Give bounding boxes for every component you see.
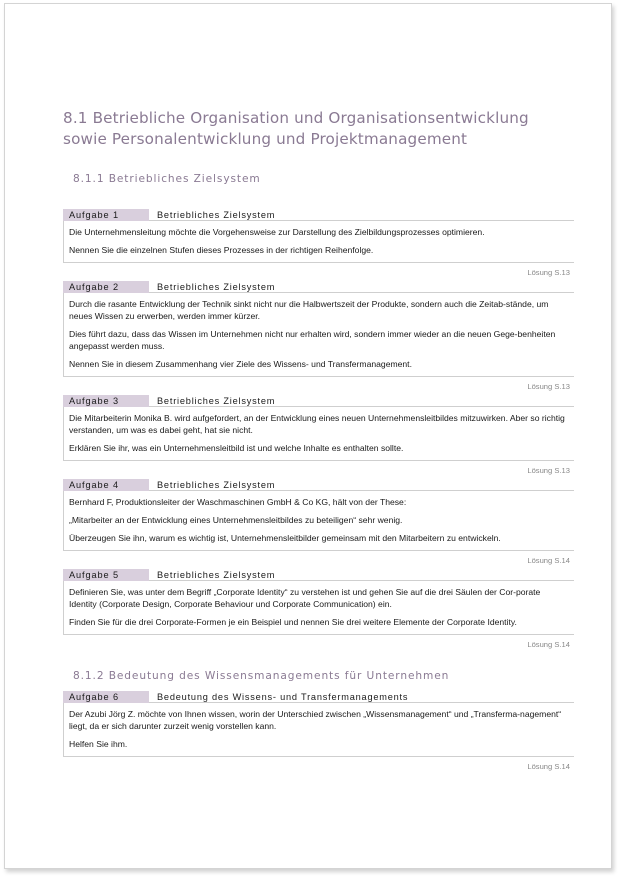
solution-reference: Lösung S.14 bbox=[527, 762, 570, 771]
task-body bbox=[63, 407, 574, 461]
task-paragraph: Helfen Sie ihm. bbox=[69, 739, 128, 749]
solution-reference: Lösung S.13 bbox=[527, 466, 570, 475]
task-paragraph: Nennen Sie in diesem Zusammenhang vier Ziele des Wissens- und Transfermanagement. bbox=[69, 359, 412, 369]
solution-reference: Lösung S.14 bbox=[527, 640, 570, 649]
page-content bbox=[63, 108, 574, 775]
task-body bbox=[63, 491, 574, 551]
task-3 bbox=[63, 395, 574, 475]
task-paragraph: Der Azubi Jörg Z. möchte von Ihnen wissen, worin der Unterschied zwischen „Wissensmanagement“ und „Transferma-nagement“ liegt, da er sich darunter zurzeit wenig vorstellen kann. bbox=[69, 709, 562, 731]
task-4 bbox=[63, 479, 574, 565]
section-title: 8.1.2 Bedeutung des Wissensmanagements für Unternehmen bbox=[73, 670, 450, 682]
spacer bbox=[63, 682, 574, 691]
task-paragraph: Die Unternehmensleitung möchte die Vorgehensweise zur Darstellung des Zielbildungsprozesses optimieren. bbox=[69, 227, 485, 237]
task-topic: Betriebliches Zielsystem bbox=[149, 479, 574, 491]
task-header bbox=[63, 479, 574, 491]
spacer bbox=[63, 185, 574, 209]
task-paragraph: Definieren Sie, was unter dem Begriff „Corporate Identity“ zu verstehen ist und gehen Sie auf die drei Säulen der Cor-porate Identity (Corporate Design, Corporate Behaviour und Corporate Communication) ein. bbox=[69, 587, 541, 609]
task-topic: Betriebliches Zielsystem bbox=[149, 569, 574, 581]
task-header bbox=[63, 395, 574, 407]
task-number: Aufgabe 5 bbox=[63, 569, 149, 581]
task-paragraph: Dies führt dazu, dass das Wissen im Unternehmen nicht nur erhalten wird, sondern immer wieder an die neuen Gege-benheiten angepasst werden muss. bbox=[69, 329, 556, 351]
task-number: Aufgabe 2 bbox=[63, 281, 149, 293]
task-paragraph: Überzeugen Sie ihn, warum es wichtig ist, Unternehmensleitbilder gemeinsam mit den Mitarbeitern zu entwickeln. bbox=[69, 533, 501, 543]
task-paragraph: Durch die rasante Entwicklung der Technik sinkt nicht nur die Halbwertszeit der Produkte, sondern auch die Zeitab-stände, um neues Wissen zu erwerben, werden immer kürzer. bbox=[69, 299, 549, 321]
chapter-title bbox=[63, 108, 574, 150]
task-topic: Betriebliches Zielsystem bbox=[149, 395, 574, 407]
task-header bbox=[63, 281, 574, 293]
task-6 bbox=[63, 691, 574, 771]
task-topic: Bedeutung des Wissens- und Transfermanagements bbox=[149, 691, 574, 703]
task-topic: Betriebliches Zielsystem bbox=[149, 209, 574, 221]
task-topic: Betriebliches Zielsystem bbox=[149, 281, 574, 293]
task-2 bbox=[63, 281, 574, 391]
task-body bbox=[63, 221, 574, 263]
chapter-title-line-1: 8.1 Betriebliche Organisation und Organisationsentwicklung bbox=[63, 109, 529, 127]
task-body bbox=[63, 703, 574, 757]
solution-reference: Lösung S.13 bbox=[527, 268, 570, 277]
task-paragraph: Erklären Sie ihr, was ein Unternehmensleitbild ist und welche Inhalte es enthalten sollte. bbox=[69, 443, 404, 453]
task-paragraph: Bernhard F, Produktionsleiter der Waschmaschinen GmbH & Co KG, hält von der These: bbox=[69, 497, 407, 507]
task-header bbox=[63, 209, 574, 221]
chapter-title-line-2: sowie Personalentwicklung und Projektmanagement bbox=[63, 130, 468, 148]
task-paragraph: Nennen Sie die einzelnen Stufen dieses Prozesses in der richtigen Reihenfolge. bbox=[69, 245, 374, 255]
task-number: Aufgabe 1 bbox=[63, 209, 149, 221]
task-paragraph: Finden Sie für die drei Corporate-Formen je ein Beispiel und nennen Sie drei weitere Elemente der Corporate Identity. bbox=[69, 617, 517, 627]
task-header bbox=[63, 569, 574, 581]
task-header bbox=[63, 691, 574, 703]
section-title: 8.1.1 Betriebliches Zielsystem bbox=[73, 173, 261, 185]
solution-reference: Lösung S.14 bbox=[527, 556, 570, 565]
solution-reference: Lösung S.13 bbox=[527, 382, 570, 391]
task-paragraph: „Mitarbeiter an der Entwicklung eines Unternehmensleitbildes zu beteiligen“ sehr wenig. bbox=[69, 515, 403, 525]
task-paragraph: Die Mitarbeiterin Monika B. wird aufgefordert, an der Entwicklung eines neuen Unternehmensleitbildes mitzuwirken. Aber so richtig verstanden, um was es dabei geht, hat sie nicht. bbox=[69, 413, 565, 435]
task-number: Aufgabe 6 bbox=[63, 691, 149, 703]
task-number: Aufgabe 4 bbox=[63, 479, 149, 491]
task-body bbox=[63, 581, 574, 635]
task-5 bbox=[63, 569, 574, 649]
task-number: Aufgabe 3 bbox=[63, 395, 149, 407]
task-body bbox=[63, 293, 574, 377]
document-page bbox=[4, 3, 612, 869]
task-1 bbox=[63, 209, 574, 277]
